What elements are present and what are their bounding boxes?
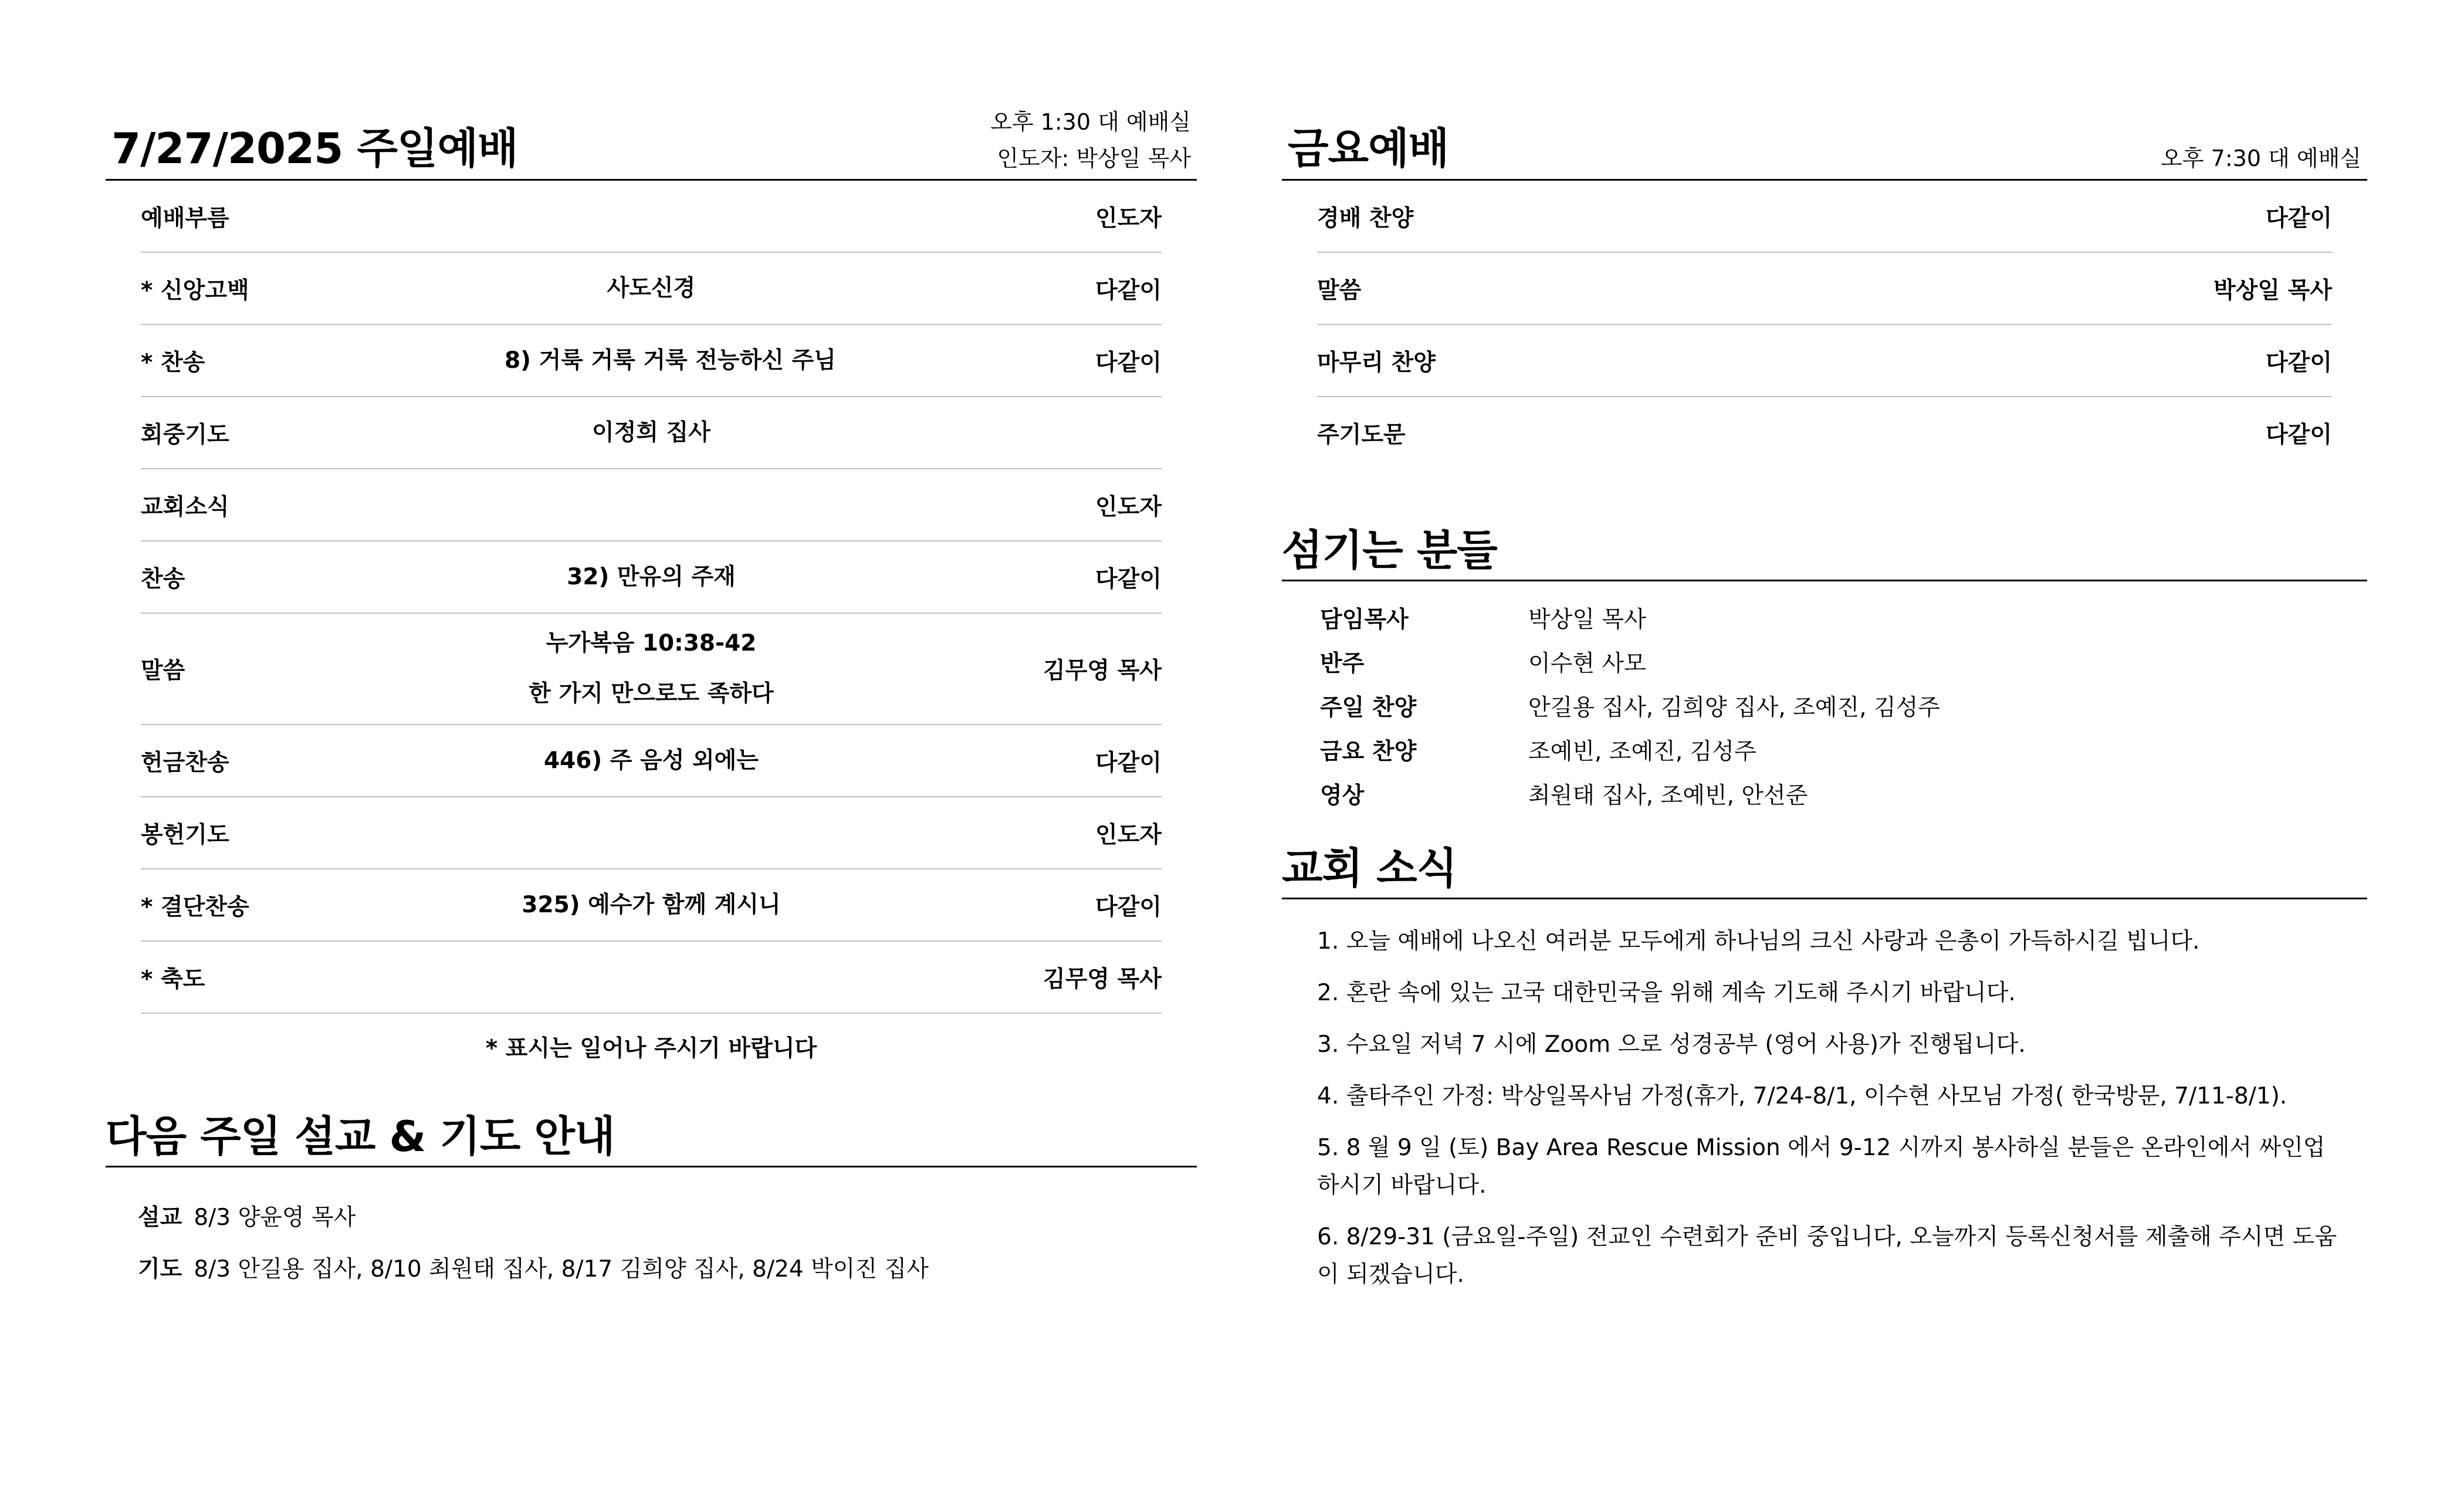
server-names: 안길용 집사, 김희양 집사, 조예진, 김성주 <box>1528 694 1940 721</box>
news-item: 2. 혼란 속에 있는 고국 대한민국을 위해 계속 기도해 주시기 바랍니다. <box>1317 980 2016 1006</box>
friday-meta <box>2161 140 2361 177</box>
order-row <box>141 725 1162 797</box>
sunday-leader: 인도자: 박상일 목사 <box>997 145 1191 171</box>
order-row <box>1317 397 2332 468</box>
order-center: 이정희 집사 <box>592 419 710 446</box>
sunday-order <box>141 181 1162 1063</box>
order-leader: 김무영 목사 <box>1043 966 1162 993</box>
order-label: 경배 찬양 <box>1317 205 1414 232</box>
next-week-header <box>106 1110 1197 1167</box>
sermon-value: 8/3 양윤영 목사 <box>194 1204 356 1231</box>
next-week-title: 다음 주일 설교 & 기도 안내 <box>106 1112 615 1161</box>
order-label: * 신앙고백 <box>141 277 249 304</box>
order-leader: 다같이 <box>1095 349 1162 376</box>
server-row <box>1320 771 2367 815</box>
friday-time: 오후 7:30 대 예배실 <box>2161 145 2361 171</box>
order-leader: 다같이 <box>2265 421 2332 448</box>
server-names: 박상일 목사 <box>1528 606 1646 633</box>
server-row <box>1320 683 2367 727</box>
server-names: 조예빈, 조예진, 김성주 <box>1528 738 1756 765</box>
server-row <box>1320 595 2367 639</box>
friday-title: 금요예배 <box>1288 124 1449 173</box>
order-center: 사도신경 <box>607 275 696 302</box>
order-label: 말씀 <box>1317 277 1362 304</box>
server-role: 반주 <box>1320 650 1365 677</box>
order-row <box>141 942 1162 1014</box>
friday-header <box>1282 100 2367 181</box>
order-row <box>1317 325 2332 397</box>
sunday-header <box>106 100 1197 181</box>
standing-note: * 표시는 일어나 주시기 바랍니다 <box>485 1035 817 1062</box>
order-label: 교회소식 <box>141 493 229 520</box>
server-role: 주일 찬양 <box>1320 694 1417 721</box>
order-leader: 김무영 목사 <box>1043 658 1162 684</box>
order-label: 말씀 <box>141 658 185 684</box>
news-title: 교회 소식 <box>1282 844 1457 893</box>
order-row <box>141 397 1162 469</box>
sermon-label: 설교 <box>138 1204 182 1231</box>
order-label: 주기도문 <box>1317 421 1406 448</box>
news-item: 4. 출타주인 가정: 박상일목사님 가정(휴가, 7/24-8/1, 이수현 사모님 가정( 한국방문, 7/11-8/1). <box>1317 1083 2287 1109</box>
left-column <box>106 100 1197 1295</box>
news-header <box>1282 842 2367 899</box>
server-role: 금요 찬양 <box>1320 738 1417 765</box>
sermon-row <box>138 1192 1197 1244</box>
next-week-list <box>138 1192 1197 1295</box>
order-row <box>141 469 1162 541</box>
sunday-title: 7/27/2025 주일예배 <box>111 124 518 173</box>
sermon-title: 한 가지 만으로도 족하다 <box>529 681 774 707</box>
sunday-meta <box>990 104 1191 177</box>
order-row <box>141 541 1162 614</box>
friday-order <box>1317 181 2332 468</box>
servers-title: 섬기는 분들 <box>1282 526 1497 575</box>
order-leader: 다같이 <box>1095 749 1162 776</box>
order-center: 446) 주 음성 외에는 <box>543 747 759 774</box>
servers-list <box>1320 595 2367 815</box>
sunday-time: 오후 1:30 대 예배실 <box>990 109 1191 135</box>
order-row <box>141 797 1162 869</box>
order-label: 마무리 찬양 <box>1317 349 1436 376</box>
news-item: 6. 8/29-31 (금요일-주일) 전교인 수련회가 준비 중입니다, 오늘까지 등록신청서를 제출해 주시면 도움이 되겠습니다. <box>1317 1224 2337 1288</box>
news-list <box>1317 923 2367 1294</box>
order-label: * 찬송 <box>141 349 205 376</box>
order-row <box>141 325 1162 397</box>
order-leader: 다같이 <box>2265 205 2332 232</box>
order-leader: 박상일 목사 <box>2213 277 2332 304</box>
server-role: 영상 <box>1320 782 1365 809</box>
scripture-reference: 누가복음 10:38-42 <box>546 630 757 656</box>
order-center: 32) 만유의 주재 <box>567 563 736 590</box>
order-leader: 다같이 <box>1095 566 1162 593</box>
order-label: * 결단찬송 <box>141 893 249 920</box>
order-label: 예배부름 <box>141 205 229 232</box>
order-row <box>141 181 1162 253</box>
order-row <box>141 869 1162 942</box>
order-label: 봉헌기도 <box>141 821 229 848</box>
server-row <box>1320 727 2367 771</box>
order-leader: 다같이 <box>1095 893 1162 920</box>
news-item: 5. 8 월 9 일 (토) Bay Area Rescue Mission 에서 9-12 시까지 봉사하실 분들은 온라인에서 싸인업 하시기 바랍니다. <box>1317 1135 2326 1199</box>
order-center: 325) 예수가 함께 계시니 <box>522 891 781 918</box>
server-names: 이수현 사모 <box>1528 650 1646 677</box>
server-role: 담임목사 <box>1320 606 1409 633</box>
prayer-row <box>138 1244 1197 1295</box>
order-center: 8) 거룩 거룩 거룩 전능하신 주님 <box>505 347 836 374</box>
order-row <box>141 253 1162 325</box>
order-leader: 인도자 <box>1095 205 1162 232</box>
prayer-label: 기도 <box>138 1256 182 1282</box>
order-label: 헌금찬송 <box>141 749 229 776</box>
server-row <box>1320 639 2367 683</box>
order-leader: 인도자 <box>1095 821 1162 848</box>
order-label: * 축도 <box>141 966 205 993</box>
news-item: 3. 수요일 저녁 7 시에 Zoom 으로 성경공부 (영어 사용)가 진행됩니다. <box>1317 1031 2026 1058</box>
order-center <box>505 618 798 719</box>
order-leader: 다같이 <box>2265 349 2332 376</box>
order-leader: 다같이 <box>1095 277 1162 304</box>
prayer-value: 8/3 안길용 집사, 8/10 최원태 집사, 8/17 김희양 집사, 8/24 박이진 집사 <box>194 1256 929 1282</box>
order-row <box>1317 181 2332 253</box>
news-item: 1. 오늘 예배에 나오신 여러분 모두에게 하나님의 크신 사랑과 은총이 가득하시길 빕니다. <box>1317 928 2200 955</box>
server-names: 최원태 집사, 조예빈, 안선준 <box>1528 782 1808 809</box>
order-leader: 인도자 <box>1095 493 1162 520</box>
servers-header <box>1282 524 2367 581</box>
order-row <box>141 614 1162 725</box>
right-column <box>1282 100 2367 1308</box>
order-label: 회중기도 <box>141 421 229 448</box>
order-row <box>1317 253 2332 325</box>
order-label: 찬송 <box>141 566 185 593</box>
